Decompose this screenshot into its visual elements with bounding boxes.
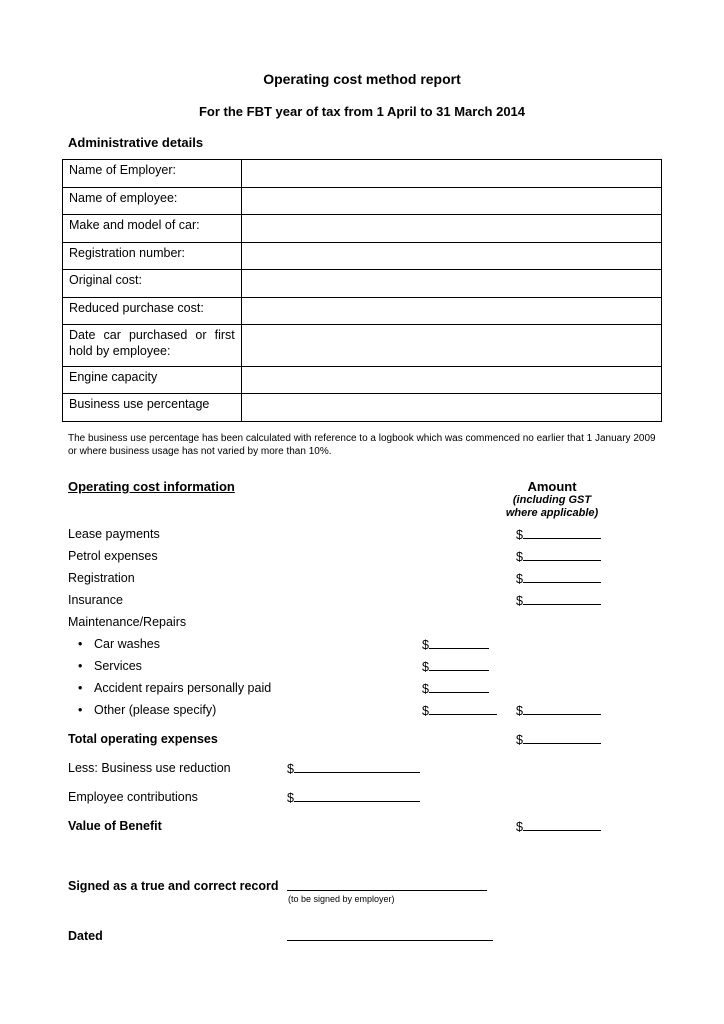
amount-line [429, 703, 497, 715]
row-label: Reduced purchase cost: [63, 298, 242, 325]
amount-subheading-line1: (including GST [512, 494, 592, 506]
currency-symbol: $ [516, 550, 523, 564]
row-label: Make and model of car: [63, 215, 242, 243]
amount-line [523, 527, 601, 539]
amount-subheading [492, 494, 612, 520]
total-operating-expenses-label: Total operating expenses [68, 732, 218, 746]
registration-amount[interactable] [516, 571, 601, 586]
page-title: Operating cost method report [263, 71, 461, 87]
employer-name-field[interactable] [241, 160, 661, 188]
reduced-purchase-cost-field[interactable] [241, 298, 661, 325]
petrol-expenses-amount[interactable] [516, 549, 601, 564]
employee-contributions-label: Employee contributions [68, 790, 198, 804]
list-item [78, 703, 216, 717]
row-label: Date car purchased or first hold by employee: [63, 325, 242, 367]
car-washes-amount[interactable] [422, 637, 489, 652]
business-use-reduction-amount[interactable] [287, 761, 420, 776]
petrol-expenses-label: Petrol expenses [68, 549, 158, 563]
bullet: • [78, 703, 83, 717]
registration-number-field[interactable] [241, 243, 661, 270]
row-label: Registration number: [63, 243, 242, 270]
maintenance-repairs-label: Maintenance/Repairs [68, 615, 187, 629]
amount-line [429, 637, 489, 649]
amount-line [523, 732, 601, 744]
logbook-note: The business use percentage has been calculated with reference to a logbook which was commenced no earlier that 1 January 2009 or where business usage has not varied by more than 10%. [68, 433, 656, 457]
date-line[interactable] [287, 940, 493, 941]
table-row [63, 367, 662, 394]
row-label: Name of employee: [63, 188, 242, 215]
operating-cost-heading: Operating cost information [68, 479, 235, 494]
business-use-percentage-field[interactable] [241, 394, 661, 422]
amount-heading: Amount [527, 479, 577, 494]
accident-repairs-label: Accident repairs personally paid [94, 681, 272, 695]
table-row [63, 243, 662, 270]
services-label: Services [94, 659, 142, 673]
value-of-benefit-label: Value of Benefit [68, 819, 162, 833]
bullet: • [78, 659, 83, 673]
currency-symbol: $ [516, 704, 523, 718]
row-label: Name of Employer: [63, 160, 242, 188]
other-amount[interactable] [422, 703, 497, 718]
table-row [63, 325, 662, 367]
signature-line[interactable] [287, 890, 487, 891]
amount-line [429, 659, 489, 671]
currency-symbol: $ [422, 704, 429, 718]
currency-symbol: $ [516, 733, 523, 747]
dated-label: Dated [68, 929, 103, 943]
list-item [78, 637, 160, 651]
lease-payments-label: Lease payments [68, 527, 160, 541]
amount-line [523, 819, 601, 831]
accident-repairs-amount[interactable] [422, 681, 489, 696]
car-make-model-field[interactable] [241, 215, 661, 243]
services-amount[interactable] [422, 659, 489, 674]
currency-symbol: $ [516, 572, 523, 586]
list-item [78, 659, 142, 673]
row-label: Business use percentage [63, 394, 242, 422]
table-row [63, 298, 662, 325]
employee-name-field[interactable] [241, 188, 661, 215]
bullet: • [78, 637, 83, 651]
currency-symbol: $ [422, 660, 429, 674]
registration-label: Registration [68, 571, 135, 585]
list-item [78, 681, 271, 695]
currency-symbol: $ [422, 682, 429, 696]
car-washes-label: Car washes [94, 637, 160, 651]
other-label: Other (please specify) [94, 703, 217, 717]
lease-payments-amount[interactable] [516, 527, 601, 542]
amount-line [523, 549, 601, 561]
value-of-benefit-amount[interactable] [516, 819, 601, 834]
employee-contributions-amount[interactable] [287, 790, 420, 805]
amount-line [294, 761, 420, 773]
table-row [63, 270, 662, 298]
table-row [63, 188, 662, 215]
row-label: Engine capacity [63, 367, 242, 394]
page-subtitle: For the FBT year of tax from 1 April to 31 March 2014 [198, 104, 526, 119]
amount-line [429, 681, 489, 693]
currency-symbol: $ [287, 762, 294, 776]
insurance-amount[interactable] [516, 593, 601, 608]
currency-symbol: $ [287, 791, 294, 805]
signed-label: Signed as a true and correct record [68, 879, 279, 893]
table-row [63, 394, 662, 422]
amount-line [523, 703, 601, 715]
bullet: • [78, 681, 83, 695]
currency-symbol: $ [422, 638, 429, 652]
table-row [63, 215, 662, 243]
amount-line [523, 571, 601, 583]
total-operating-expenses-amount[interactable] [516, 732, 601, 747]
currency-symbol: $ [516, 594, 523, 608]
admin-heading: Administrative details [68, 135, 204, 150]
table-row [63, 160, 662, 188]
maintenance-subtotal-amount[interactable] [516, 703, 601, 718]
date-purchased-field[interactable] [241, 325, 661, 367]
currency-symbol: $ [516, 820, 523, 834]
amount-line [294, 790, 420, 802]
row-label: Original cost: [63, 270, 242, 298]
engine-capacity-field[interactable] [241, 367, 661, 394]
currency-symbol: $ [516, 528, 523, 542]
amount-subheading-line2: where applicable) [505, 507, 599, 519]
business-use-reduction-label: Less: Business use reduction [68, 761, 231, 775]
admin-details-table [62, 159, 662, 422]
original-cost-field[interactable] [241, 270, 661, 298]
insurance-label: Insurance [68, 593, 123, 607]
amount-line [523, 593, 601, 605]
signature-note: (to be signed by employer) [288, 894, 395, 904]
